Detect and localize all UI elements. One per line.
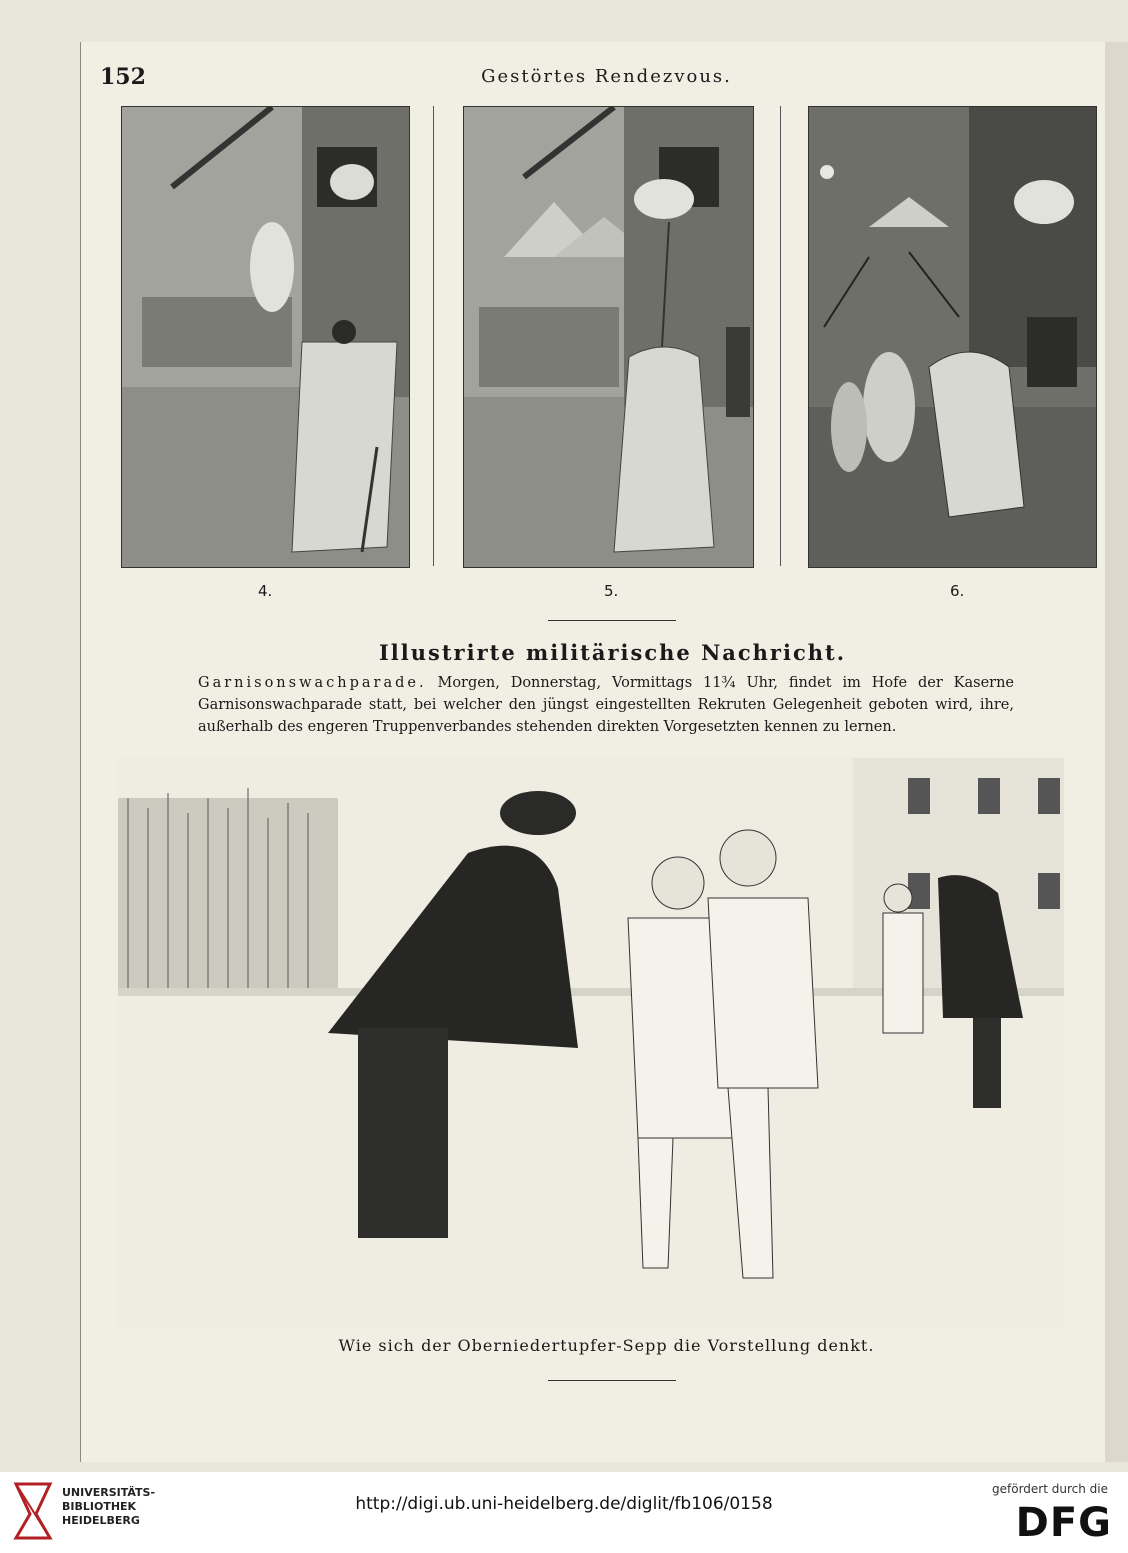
institution-line-1: UNIVERSITÄTS- — [62, 1486, 156, 1499]
panel-label-5: 5. — [604, 582, 619, 600]
section-divider — [548, 1380, 676, 1381]
panel-label-6: 6. — [950, 582, 965, 600]
section-divider — [548, 620, 676, 621]
running-head: Gestörtes Rendezvous. — [481, 66, 732, 87]
article-text: Morgen, Donnerstag, Vormittags 11¾ Uhr, findet im Hofe der Kaserne Garnisonswachparade statt, bei welcher den jüngst eingestellten Rekruten Gelegenheit geboten wird, ihre, außerhalb des engeren Truppenverbandes stehenden direkten Vorgesetzten kennen zu lernen. — [198, 675, 1014, 735]
panel-divider — [433, 106, 434, 566]
main-illustration — [118, 758, 1064, 1328]
article-lead: Garnisonswachparade. — [198, 675, 427, 691]
comic-panel-5 — [463, 106, 754, 568]
page-number: 152 — [100, 64, 146, 90]
adjacent-page-edge — [1105, 42, 1128, 1462]
source-url[interactable]: http://digi.ub.uni-heidelberg.de/diglit/fb106/0158 — [355, 1494, 773, 1514]
page-left-edge — [80, 42, 81, 1462]
panel-label-4: 4. — [258, 582, 273, 600]
article-body — [198, 672, 1014, 738]
institution-line-3: HEIDELBERG — [62, 1514, 140, 1527]
sponsor-label: gefördert durch die — [992, 1482, 1108, 1496]
illustration-caption: Wie sich der Oberniedertupfer-Sepp die Vorstellung denkt. — [338, 1336, 875, 1355]
comic-panel-6 — [808, 106, 1097, 568]
panel-divider — [780, 106, 781, 566]
article-title: Illustrirte militärische Nachricht. — [378, 640, 847, 665]
institution-line-2: BIBLIOTHEK — [62, 1500, 137, 1513]
comic-panel-4 — [121, 106, 410, 568]
dfg-logo: DFG — [1015, 1500, 1112, 1546]
